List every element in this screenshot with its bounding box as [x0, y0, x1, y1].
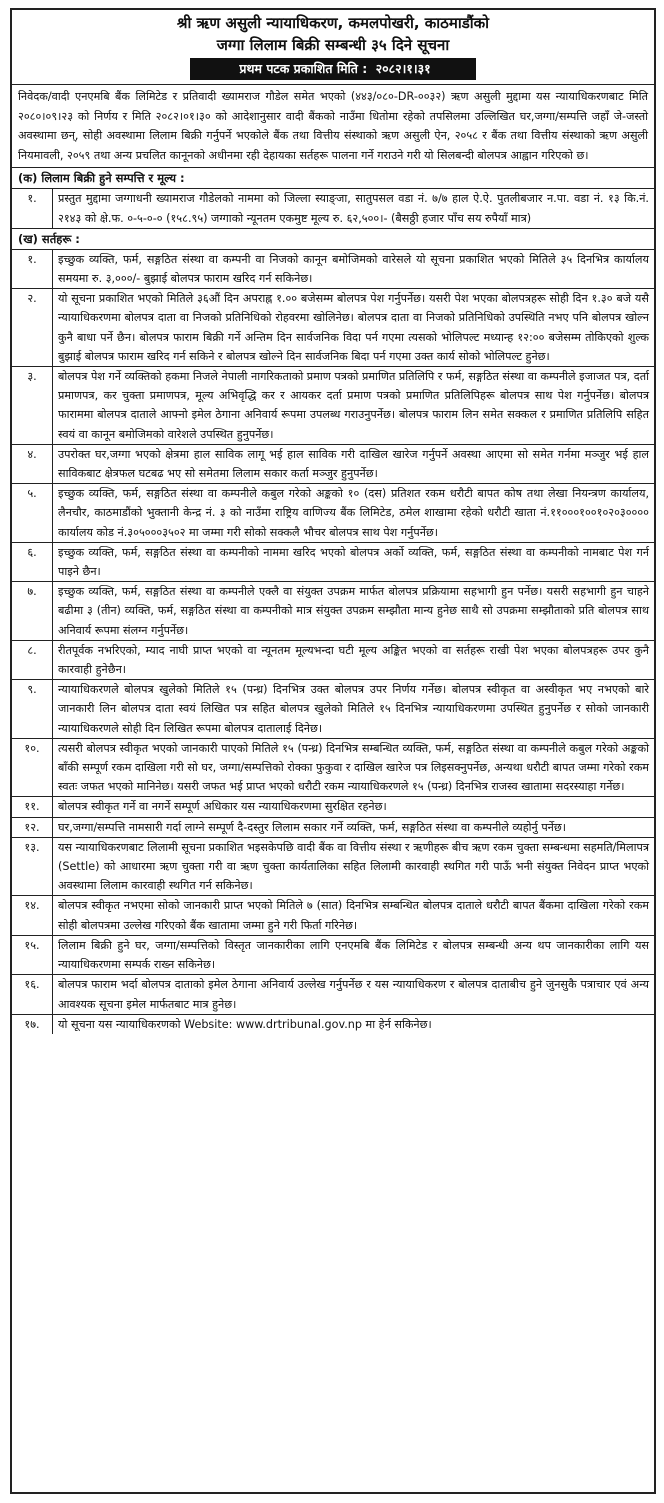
item-number: १३.	[12, 838, 53, 896]
condition-item	[12, 445, 654, 484]
condition-item	[12, 543, 654, 582]
item-number: १५.	[12, 936, 53, 974]
section-a-list	[12, 189, 654, 227]
section-a-heading: (क) लिलाम बिक्री हुने सम्पत्ति र मूल्य :	[12, 167, 654, 189]
condition-item	[12, 838, 654, 897]
item-number: १७.	[12, 1015, 53, 1034]
auction-notice	[10, 8, 656, 1494]
item-number: ४.	[12, 445, 53, 483]
item-number: १६.	[12, 975, 53, 1013]
condition-item	[12, 582, 654, 641]
notice-title-line1: श्री ऋण असुली न्यायाधिकरण, कमलपोखरी, काठमाडौंको	[176, 14, 490, 32]
item-text: लिलाम बिक्री हुने घर, जग्गा/सम्पत्तिको विस्तृत जानकारीका लागि एनएमबि बैंक लिमिटेड र बोलपत्र सम्बन्धी अन्य थप जानकारीका लागि यस न्यायाधिकरणमा सम्पर्क राख्न सकिनेछ।	[58, 938, 649, 972]
item-number: १.	[12, 250, 53, 288]
item-text: इच्छुक व्यक्ति, फर्म, सङ्गठित संस्था वा कम्पनीले एक्लै वा संयुक्त उपक्रम मार्फत बोलपत्र प्रक्रियामा सहभागी हुन पर्नेछ। यसरी सहभागी हुन चाहने बढीमा ३ (तीन) व्यक्ति, फर्म, सङ्गठित संस्था वा कम्पनीको मात्र संयुक्त उपक्रम सम्झौता मान्य हुनेछ साथै सो उपक्रमा सम्झौताको प्रति बोलपत्र साथ अनिवार्य रूपमा संलग्न गर्नुपर्नेछ।	[58, 585, 649, 637]
item-text: बोलपत्र स्वीकृत गर्ने वा नगर्ने सम्पूर्ण अधिकार यस न्यायाधिकरणमा सुरक्षित रहनेछ।	[58, 800, 387, 814]
item-number: १४.	[12, 896, 53, 934]
item-text: यो सूचना यस न्यायाधिकरणको Website: www.drtribunal.gov.np मा हेर्न सकिनेछ।	[58, 1017, 432, 1031]
condition-item	[12, 936, 654, 975]
item-text: प्रस्तुत मुद्दामा जग्गाधनी ख्यामराज गौडेलको नाममा को जिल्ला स्याङ्जा, सातुपसल वडा नं. ७/७ हाल ऐ.ऐ. पुतलीबजार न.पा. वडा नं. १३ कि.नं. २१४३ को क्षे.फ. ०-५-०-० (१५८.९५) जग्गाको न्यूनतम एकमुष्ट मूल्य रु. ६२,५००।- (बैसठ्ठी हजार पाँच सय रुपैयाँ मात्र)	[58, 192, 649, 225]
item-text: इच्छुक व्यक्ति, फर्म, सङ्गठित संस्था वा कम्पनीले कबुल गरेको अङ्कको १० (दस) प्रतिशत रकम धरौटी बापत कोष तथा लेखा नियन्त्रण कार्यालय, लैनचौर, काठमाडौंको भुक्तानी केन्द्र नं. ३ को नाउँमा राष्ट्रिय वाणिज्य बैंक लिमिटेड, ठमेल शाखामा रहेको धरौटी खाता नं.११०००१००१०२०३०००० कार्यालय कोड नं.३०५०००३५०२ मा जम्मा गरी सोको सक्कलै भौचर बोलपत्र साथ पेश गर्नुपर्नेछ।	[58, 487, 649, 539]
publication-date-label: प्रथम पटक प्रकाशित मिति :	[239, 61, 368, 76]
item-text: रीतपूर्वक नभरिएको, म्याद नाघी प्राप्त भएको वा न्यूनतम मूल्यभन्दा घटी मूल्य अङ्कित भएको वा सर्तहरू राखी पेश भएका बोलपत्रहरू उपर कुनै कारवाही हुनेछैन।	[58, 643, 649, 677]
item-number: १०.	[12, 739, 53, 797]
item-text: इच्छुक व्यक्ति, फर्म, सङ्गठित संस्था वा कम्पनीको नाममा खरिद भएको बोलपत्र अर्को व्यक्ति, फर्म, सङ्गठित संस्था वा कम्पनीको नामबाट पेश गर्न पाइने छैन।	[58, 545, 649, 579]
section-b-heading: (ख) सर्तहरू :	[12, 228, 654, 250]
item-number: ७.	[12, 582, 53, 640]
publication-date-value: २०८२।१।३१	[375, 61, 431, 76]
item-number: ३.	[12, 367, 53, 444]
item-text: बोलपत्र पेश गर्ने व्यक्तिको हकमा निजले नेपाली नागरिकताको प्रमाण पत्रको प्रमाणित प्रतिलिपि र फर्म, सङ्गठित संस्था वा कम्पनीले इजाजत पत्र, दर्ता प्रमाणपत्र, कर चुक्ता प्रमाणपत्र, मूल्य अभिवृद्धि कर र आयकर दर्ता प्रमाण पत्रको प्रमाणित प्रतिलिपिहरू बोलपत्र साथ पेश गर्नुपर्नेछ। बोलपत्र फाराममा बोलपत्र दाताले आफ्नो इमेल ठेगाना अनिवार्य रूपमा उपलब्ध गराउनुपर्नेछ। बोलपत्र फाराम लिन समेत सक्कल र प्रमाणित प्रतिलिपि सहित स्वयं वा कानून बमोजिमको वारेशले उपस्थित हुनुपर्नेछ।	[58, 370, 649, 441]
condition-item	[12, 189, 654, 227]
condition-item	[12, 818, 654, 838]
item-number: १२.	[12, 818, 53, 837]
item-text: बोलपत्र फाराम भर्दा बोलपत्र दाताको इमेल ठेगाना अनिवार्य उल्लेख गर्नुपर्नेछ र यस न्यायाधिकरण र बोलपत्र दाताबीच हुने जुनसुकै पत्राचार एवं अन्य आवश्यक सूचना इमेल मार्फतबाट मात्र हुनेछ।	[58, 978, 649, 1011]
condition-item	[12, 975, 654, 1014]
item-text: उपरोक्त घर,जग्गा भएको क्षेत्रमा हाल साविक लागू भई हाल साविक गरी दाखिल खारेज गर्नुपर्ने अवस्था आएमा सो समेत गर्नमा मञ्जुर भई हाल साविकबाट क्षेत्रफल घटबढ भए सो समेतमा लिलाम सकार कर्ता मञ्जुर हुनुपर्नेछ।	[58, 447, 649, 481]
condition-item	[12, 896, 654, 935]
item-number: ८.	[12, 641, 53, 679]
condition-item	[12, 367, 654, 445]
item-text: इच्छुक व्यक्ति, फर्म, सङ्गठित संस्था वा कम्पनी वा निजको कानून बमोजिमको वारेसले यो सूचना प्रकाशित भएको मितिले ३५ दिनभित्र कार्यालय समयमा रु. ३,०००/- बुझाई बोलपत्र फाराम खरिद गर्न सकिनेछ।	[58, 252, 649, 285]
condition-item	[12, 680, 654, 739]
item-number: १.	[12, 189, 53, 227]
item-text: यस न्यायाधिकरणबाट लिलामी सूचना प्रकाशित भइसकेपछि वादी बैंक वा वित्तीय संस्था र ऋणीहरू बीच ऋण रकम चुक्ता सम्बन्धमा सहमति/मिलापत्र (Settle) को आधारमा ऋण चुक्ता गरी वा ऋण चुक्ता कार्यतालिका सहित लिलामी कारवाही स्थगित गरी पाऊँ भनी संयुक्त निवेदन प्राप्त भएको अवस्थामा लिलाम कारवाही स्थगित गर्न सकिनेछ।	[58, 840, 649, 893]
intro-paragraph: निवेदक/वादी एनएमबि बैंक लिमिटेड र प्रतिवादी ख्यामराज गौडेल समेत भएको (४४३/०८०-DR-००३२) ऋण असुली मुद्दामा यस न्यायाधिकरणबाट मिति २०८०।०९।२३ को निर्णय र मिति २०८२।०१।३० को आदेशानुसार वादी बैंकको नाउँमा धितोमा रहेको तपसिलमा उल्लिखित घर,जग्गा/सम्पत्ति जहाँ जे-जस्तो अवस्थामा छन्, सोही अवस्थामा लिलाम बिक्री गर्नुपर्ने भएकोले बैंक तथा वित्तीय संस्थाको ऋण असुली ऐन, २०५८ र बैंक तथा वित्तीय संस्थाको ऋण असुली नियमावली, २०५९ तथा अन्य प्रचलित कानूनको अधीनमा रही देहायका सर्तहरू पालना गर्ने गराउने गरी यो सिलबन्दी बोलपत्र आह्वान गरिएको छ।	[18, 90, 648, 162]
item-number: ११.	[12, 797, 53, 816]
condition-item	[12, 797, 654, 817]
item-number: ५.	[12, 484, 53, 542]
condition-item	[12, 484, 654, 543]
section-b-list	[12, 250, 654, 1034]
item-text: त्यसरी बोलपत्र स्वीकृत भएको जानकारी पाएको मितिले १५ (पन्ध्र) दिनभित्र सम्बन्धित व्यक्ति, फर्म, सङ्गठित संस्था वा कम्पनीले कबुल गरेको अङ्कको बाँकी सम्पूर्ण रकम दाखिला गरी सो घर, जग्गा/सम्पत्तिको रोक्का फुकुवा र दाखिल खारेज पत्र लिइसक्नुपर्नेछ, अन्यथा धरौटी बापत जम्मा गरेको रकम स्वतः जफत भएको मानिनेछ। यसरी जफत भई प्राप्त भएको धरौटी रकम न्यायाधिकरणले १५ (पन्ध्र) दिनभित्र राजस्व खातामा सदरस्याहा गर्नेछ।	[58, 741, 649, 794]
condition-item	[12, 641, 654, 680]
condition-item	[12, 1015, 654, 1034]
publication-date-banner	[190, 58, 476, 80]
item-number: ६.	[12, 543, 53, 581]
item-text: यो सूचना प्रकाशित भएको मितिले ३६औं दिन अपराह्न १.०० बजेसम्म बोलपत्र पेश गर्नुपर्नेछ। यसरी पेश भएका बोलपत्रहरू सोही दिन १.३० बजे यसै न्यायाधिकरणमा बोलपत्र दाता वा निजको प्रतिनिधिको रोहवरमा खोलिनेछ। बोलपत्र दाता वा निजको प्रतिनिधिको उपस्थिति नभए पनि बोलपत्र खोल्न कुनै बाधा पर्ने छैन। बोलपत्र फाराम बिक्री गर्ने अन्तिम दिन सार्वजनिक विदा पर्न गएमा त्यसको भोलिपल्ट मध्यान्ह १२:०० बजेसम्म तोकिएको शुल्क बुझाई बोलपत्र फाराम खरिद गर्न सकिने र बोलपत्र खोल्ने दिन सार्वजनिक बिदा पर्न गएमा उक्त कार्य सोको भोलिपल्ट हुनेछ।	[58, 292, 649, 363]
item-number: ९.	[12, 680, 53, 738]
condition-item	[12, 250, 654, 289]
notice-title-line2: जग्गा लिलाम बिक्री सम्बन्धी ३५ दिने सूचना	[216, 36, 450, 54]
condition-item	[12, 289, 654, 367]
item-text: घर,जग्गा/सम्पत्ति नामसारी गर्दा लाग्ने सम्पूर्ण दै-दस्तुर लिलाम सकार गर्ने व्यक्ति, फर्म, सङ्गठित संस्था वा कम्पनीले व्यहोर्नु पर्नेछ।	[58, 820, 566, 834]
item-number: २.	[12, 289, 53, 366]
item-text: न्यायाधिकरणले बोलपत्र खुलेको मितिले १५ (पन्ध्र) दिनभित्र उक्त बोलपत्र उपर निर्णय गर्नेछ। बोलपत्र स्वीकृत वा अस्वीकृत भए नभएको बारे जानकारी लिन बोलपत्र दाता स्वयं लिखित पत्र सहित बोलपत्र खुलेको मितिले १५ दिनभित्र न्यायाधिकरणमा उपस्थित हुनुपर्नेछ र सोको जानकारी न्यायाधिकरणले सोही दिन लिखित रूपमा बोलपत्र दातालाई दिनेछ।	[58, 683, 649, 735]
condition-item	[12, 739, 654, 798]
item-text: बोलपत्र स्वीकृत नभएमा सोको जानकारी प्राप्त भएको मितिले ७ (सात) दिनभित्र सम्बन्धित बोलपत्र दाताले धरौटी बापत बैंकमा दाखिला गरेको रकम सोही बोलपत्रमा उल्लेख गरिएको बैंक खातामा जम्मा हुने गरी फिर्ता गरिनेछ।	[58, 899, 649, 932]
